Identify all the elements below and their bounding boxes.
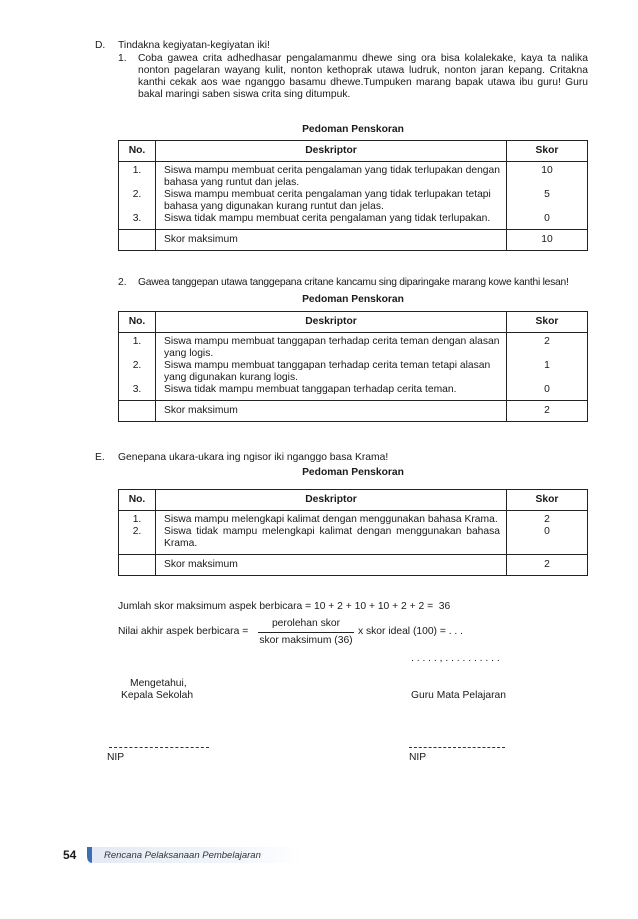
descriptor-text: Siswa mampu melengkapi kalimat dengan menggunakan bahasa Krama. bbox=[164, 514, 498, 525]
score-value: 10 bbox=[541, 165, 553, 176]
col-header-score: Skor bbox=[507, 490, 588, 511]
descriptor-text: Siswa tidak mampu melengkapi kalimat dengan menggunakan bahasa bbox=[164, 526, 500, 537]
place-date-dots: . . . . . , . . . . . . . . . . bbox=[411, 653, 500, 664]
final-score-tail: x skor ideal (100) = . . . bbox=[358, 626, 464, 637]
col-header-descriptor: Deskriptor bbox=[156, 141, 507, 162]
score-value: 0 bbox=[544, 213, 550, 224]
row-scores bbox=[507, 511, 588, 555]
score-value: 0 bbox=[544, 526, 550, 537]
item-1-text bbox=[138, 53, 588, 101]
row-no: 3. bbox=[132, 213, 142, 224]
table-header-row bbox=[119, 141, 588, 162]
rubric-3-table bbox=[118, 489, 588, 576]
acknowledged-label: Mengetahui, bbox=[130, 678, 187, 689]
score-value: 2 bbox=[544, 514, 550, 525]
score-value: 0 bbox=[544, 384, 550, 395]
descriptor-text: Siswa mampu membuat cerita pengalaman yang tidak terlupakan tetapi bbox=[164, 189, 491, 200]
section-d-letter: D. bbox=[95, 40, 106, 51]
col-header-no: No. bbox=[119, 312, 156, 333]
table-row bbox=[119, 162, 588, 230]
row-no: 1. bbox=[132, 336, 142, 347]
table-header-row bbox=[119, 312, 588, 333]
col-header-no: No. bbox=[119, 490, 156, 511]
item-2-number: 2. bbox=[118, 277, 127, 288]
descriptor-text: yang logis. bbox=[164, 348, 214, 359]
item-2-text: Gawea tanggepan utawa tanggepana critane kancamu sing diparingake marang kowe kanthi lesan! bbox=[138, 277, 569, 288]
footer-book-title: Rencana Pelaksanaan Pembelajaran bbox=[104, 850, 261, 861]
teacher-nip-label: NIP bbox=[409, 752, 427, 763]
max-label: Skor maksimum bbox=[156, 230, 507, 251]
item-1-line: Coba gawea crita adhedhasar pengalamanmu dhewe sing ora bisa kolalekake, kaya ta nalika bbox=[138, 53, 588, 64]
item-1-line: kanthi cekak aos wae nganggo basamu dhewe.Tumpuken marang bapak utawa ibu guru! Guru bbox=[138, 77, 588, 88]
row-scores bbox=[507, 162, 588, 230]
row-descriptors bbox=[156, 162, 507, 230]
row-descriptors bbox=[156, 511, 507, 555]
descriptor-text: Siswa mampu membuat cerita pengalaman yang tidak terlupakan dengan bbox=[164, 165, 500, 176]
final-score-label: Nilai akhir aspek berbicara = bbox=[118, 626, 249, 637]
table-row-max bbox=[119, 401, 588, 422]
fraction-denominator: skor maksimum (36) bbox=[259, 635, 353, 646]
teacher-title: Guru Mata Pelajaran bbox=[411, 690, 507, 701]
section-d-heading: Tindakna kegiyatan-kegiyatan iki! bbox=[118, 40, 270, 51]
descriptor-text: bahasa yang runtut dan jelas. bbox=[164, 177, 300, 188]
row-scores bbox=[507, 333, 588, 401]
max-label: Skor maksimum bbox=[156, 401, 507, 422]
principal-nip-label: NIP bbox=[107, 752, 125, 763]
descriptor-text: Siswa mampu membuat tanggapan terhadap cerita teman dengan alasan bbox=[164, 336, 500, 347]
item-1-line: bakal maringi saben siswa crita sing ditumpuk. bbox=[138, 89, 351, 100]
max-label: Skor maksimum bbox=[156, 555, 507, 576]
descriptor-text: Siswa tidak mampu membuat tanggapan terhadap cerita teman. bbox=[164, 384, 457, 395]
table-header-row bbox=[119, 490, 588, 511]
teacher-signature-line bbox=[409, 747, 505, 748]
total-score-line: Jumlah skor maksimum aspek berbicara = 10 + 2 + 10 + 10 + 2 + 2 = 36 bbox=[118, 601, 451, 612]
col-header-score: Skor bbox=[507, 141, 588, 162]
col-header-descriptor: Deskriptor bbox=[156, 312, 507, 333]
table-row-max bbox=[119, 555, 588, 576]
row-descriptors bbox=[156, 333, 507, 401]
row-no: 2. bbox=[132, 526, 142, 537]
rubric-3-title: Pedoman Penskoran bbox=[302, 467, 404, 478]
row-numbers bbox=[119, 162, 156, 230]
table-row bbox=[119, 511, 588, 555]
row-no: 2. bbox=[132, 360, 142, 371]
descriptor-text: Siswa mampu membuat tanggapan terhadap cerita teman tetapi alasan bbox=[164, 360, 491, 371]
score-value: 1 bbox=[544, 360, 550, 371]
table-row bbox=[119, 333, 588, 401]
principal-signature-line bbox=[109, 747, 209, 748]
rubric-2-title: Pedoman Penskoran bbox=[302, 294, 404, 305]
rubric-1-title: Pedoman Penskoran bbox=[302, 124, 404, 135]
section-e-letter: E. bbox=[95, 452, 105, 463]
fraction-bar bbox=[258, 632, 354, 633]
row-no: 1. bbox=[132, 514, 142, 525]
descriptor-text: Krama. bbox=[164, 538, 198, 549]
col-header-score: Skor bbox=[507, 312, 588, 333]
max-value: 2 bbox=[507, 401, 588, 422]
descriptor-text: Siswa tidak mampu membuat cerita pengalaman yang tidak terlupakan. bbox=[164, 213, 491, 224]
row-no: 3. bbox=[132, 384, 142, 395]
row-numbers bbox=[119, 511, 156, 555]
score-value: 5 bbox=[544, 189, 550, 200]
item-1-number: 1. bbox=[118, 53, 127, 64]
row-no: 1. bbox=[132, 165, 142, 176]
fraction-numerator: perolehan skor bbox=[271, 618, 341, 629]
section-e-heading: Genepana ukara-ukara ing ngisor iki nganggo basa Krama! bbox=[118, 452, 389, 463]
row-numbers bbox=[119, 333, 156, 401]
item-1-line: nonton pagelaran wayang kulit, nonton kethoprak utawa ludruk, nonton jaran kepang. Critakna bbox=[138, 65, 588, 76]
col-header-no: No. bbox=[119, 141, 156, 162]
rubric-2-table bbox=[118, 311, 588, 422]
descriptor-text: yang digunakan kurang logis. bbox=[164, 372, 298, 383]
rubric-1-table bbox=[118, 140, 588, 251]
max-value: 10 bbox=[507, 230, 588, 251]
page-number: 54 bbox=[63, 848, 77, 862]
descriptor-text: bahasa yang digunakan kurang runtut dan jelas. bbox=[164, 201, 384, 212]
col-header-descriptor: Deskriptor bbox=[156, 490, 507, 511]
principal-title: Kepala Sekolah bbox=[121, 690, 194, 701]
max-value: 2 bbox=[507, 555, 588, 576]
table-row-max bbox=[119, 230, 588, 251]
row-no: 2. bbox=[132, 189, 142, 200]
score-value: 2 bbox=[544, 336, 550, 347]
